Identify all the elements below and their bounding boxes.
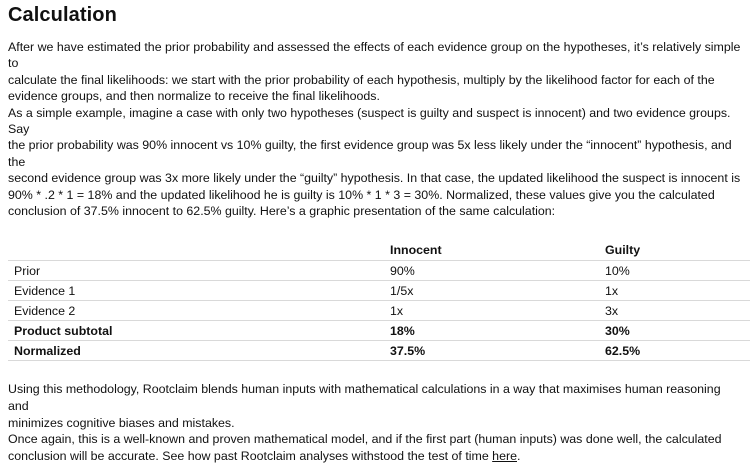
intro-line: As a simple example, imagine a case with only two hypotheses (suspect is guilty and suspect is innocent) and two evidence groups. Say	[8, 105, 731, 137]
header-cell-innocent: Innocent	[384, 239, 599, 261]
guilty-value: 3x	[599, 301, 750, 321]
calculation-table	[8, 239, 750, 361]
outro-line: minimizes cognitive biases and mistakes.	[8, 415, 235, 430]
outro-last-line-text: conclusion will be accurate. See how past Rootclaim analyses withstood the test of time	[8, 448, 493, 463]
here-link[interactable]: here	[492, 448, 517, 463]
table-row	[8, 321, 750, 341]
innocent-value: 37.5%	[384, 341, 599, 361]
header-cell-empty	[8, 239, 384, 261]
table-row	[8, 281, 750, 301]
innocent-value: 18%	[384, 321, 599, 341]
row-label: Prior	[8, 261, 384, 281]
table-row	[8, 301, 750, 321]
row-label: Evidence 2	[8, 301, 384, 321]
section-heading: Calculation	[8, 4, 117, 26]
innocent-value: 90%	[384, 261, 599, 281]
row-label: Normalized	[8, 341, 384, 361]
intro-line: the prior probability was 90% innocent vs 10% guilty, the first evidence group was 5x less likely under the “innocent” hypothesis, and the	[8, 138, 732, 169]
intro-line: second evidence group was 3x more likely under the “guilty” hypothesis. In that case, the updated likelihood the suspect is innocent is	[8, 171, 741, 186]
innocent-value: 1/5x	[384, 281, 599, 301]
intro-line: evidence groups, and then normalize to receive the final likelihoods.	[8, 89, 380, 104]
innocent-value: 1x	[384, 301, 599, 321]
guilty-value: 30%	[599, 321, 750, 341]
outro-last-line	[8, 448, 742, 464]
table-row	[8, 261, 750, 281]
guilty-value: 1x	[599, 281, 750, 301]
row-label: Evidence 1	[8, 281, 384, 301]
header-cell-guilty: Guilty	[599, 239, 750, 261]
outro-line: Using this methodology, Rootclaim blends human inputs with mathematical calculations in a way that maximises human reasoning and	[8, 382, 721, 414]
guilty-value: 10%	[599, 261, 750, 281]
guilty-value: 62.5%	[599, 341, 750, 361]
intro-paragraph	[8, 39, 742, 219]
table-header-row	[8, 239, 750, 261]
outro-period: .	[516, 448, 521, 463]
table-row	[8, 341, 750, 361]
outro-paragraph	[8, 381, 742, 464]
intro-line: After we have estimated the prior probability and assessed the effects of each evidence group on the hypotheses, it’s relatively simple to	[8, 40, 741, 71]
intro-line: calculate the final likelihoods: we start with the prior probability of each hypothesis, multiply by the likelihood factor for each of the	[8, 72, 715, 87]
outro-line: Once again, this is a well-known and proven mathematical model, and if the first part (human inputs) was done well, the calculated	[8, 432, 722, 447]
intro-line: conclusion of 37.5% innocent to 62.5% guilty. Here’s a graphic presentation of the same calculation:	[8, 204, 556, 219]
intro-line: 90% * .2 * 1 = 18% and the updated likelihood he is guilty is 10% * 1 * 3 = 30%. Normalized, these values give you the calculated	[8, 187, 715, 202]
row-label: Product subtotal	[8, 321, 384, 341]
